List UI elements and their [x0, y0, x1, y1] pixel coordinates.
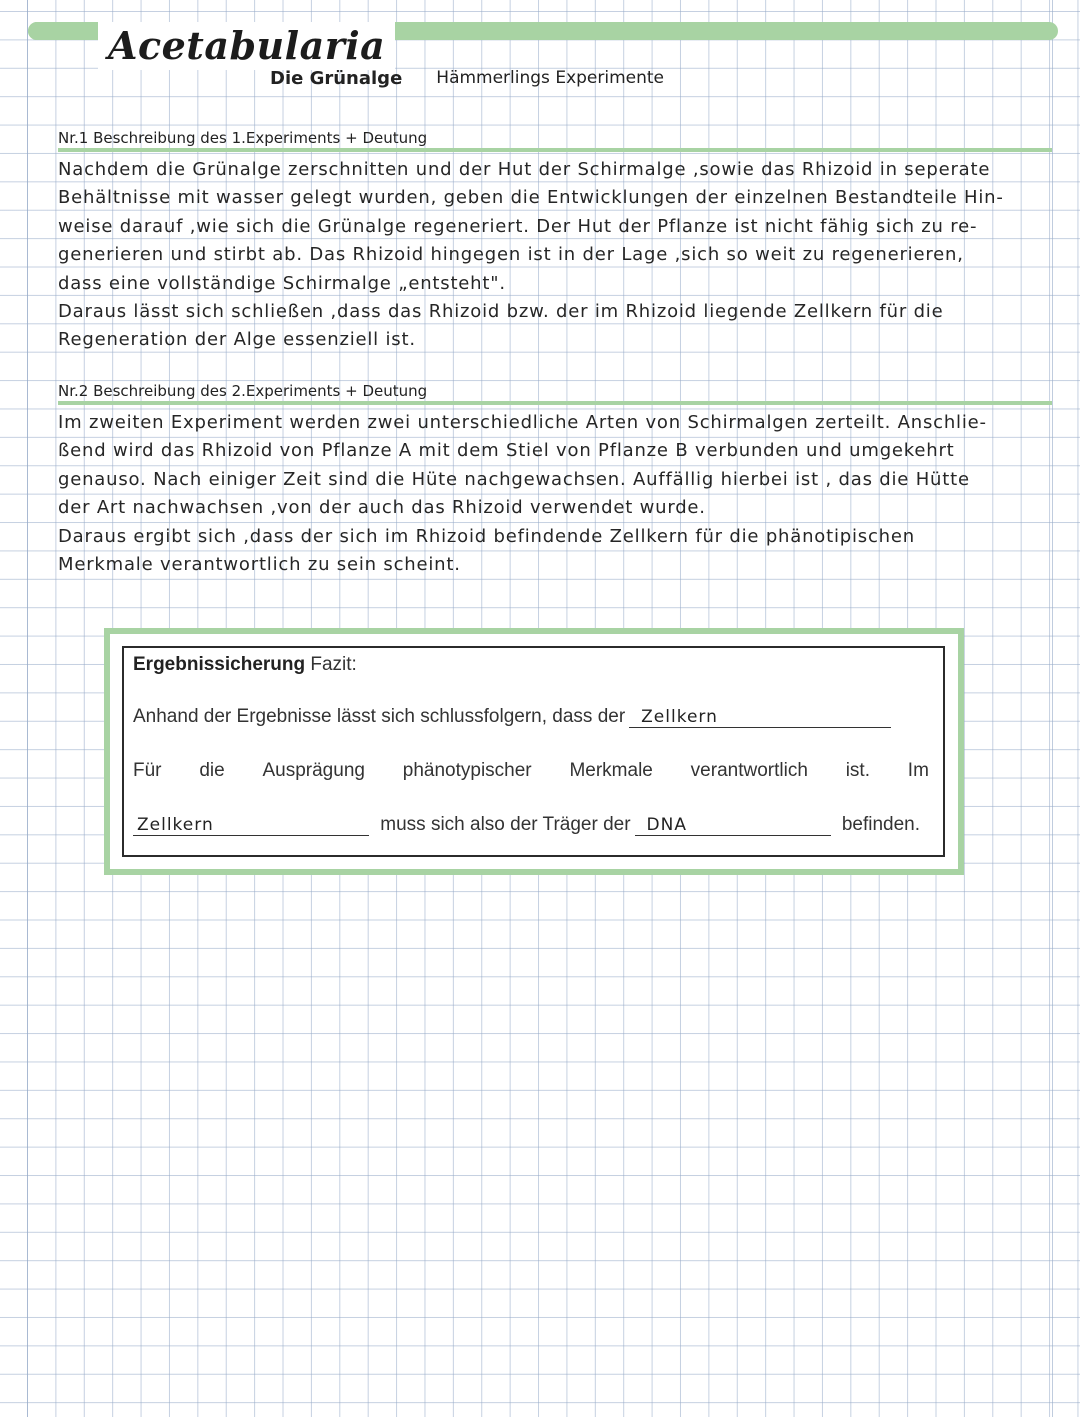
result-word: Für: [133, 760, 162, 781]
text-line: Behältnisse mit wasser gelegt wurden, geben die Entwicklungen der einzelnen Bestandteile Hin-: [58, 187, 1004, 209]
result-box: [104, 628, 964, 875]
section-body: [58, 156, 1052, 355]
text-line: Nachdem die Grünalge zerschnitten und der Hut der Schirmalge ,sowie das Rhizoid in seperate: [58, 159, 991, 180]
text-line: Merkmale verantwortlich zu sein scheint.: [58, 554, 461, 576]
result-word: phänotypischer: [402, 760, 532, 781]
section-heading: Nr.2 Beschreibung des 2.Experiments + Deutung: [58, 382, 428, 400]
result-line-1: [133, 706, 929, 728]
fill-in-blank: Zellkern: [133, 815, 369, 836]
title-banner: [28, 18, 1058, 68]
result-title-rest: Fazit:: [305, 654, 357, 675]
text-line: ßend wird das Rhizoid von Pflanze A mit dem Stiel von Pflanze B verbunden und umgekehrt: [58, 440, 955, 462]
result-line-2: [133, 760, 929, 782]
section-body: [58, 409, 1052, 579]
section-rule: [58, 148, 1052, 152]
text-line: weise darauf ,wie sich die Grünalge regeneriert. Der Hut der Pflanze ist nicht fähig sich zu re-: [58, 215, 978, 237]
result-title-bold: Ergebnissicherung: [133, 654, 306, 675]
result-word: Merkmale: [569, 760, 653, 781]
result-line-text: muss sich also der Träger der: [380, 814, 631, 835]
text-line: Im zweiten Experiment werden zwei unterschiedliche Arten von Schirmalgen zerteilt. Anschlie-: [58, 412, 987, 433]
result-box-title: [133, 654, 357, 676]
result-box-inner: [122, 646, 945, 857]
result-word: verantwortlich: [690, 760, 808, 781]
section-experiment-1: [58, 128, 1052, 355]
section-rule: [58, 401, 1052, 405]
title-highlight-dot: [28, 22, 66, 40]
result-word: die: [199, 760, 225, 781]
fill-in-blank: DNA: [635, 815, 831, 836]
text-line: dass eine vollständige Schirmalge „entsteht".: [58, 272, 506, 294]
text-line: genauso. Nach einiger Zeit sind die Hüte nachgewachsen. Auffällig hierbei ist , das die Hütte: [58, 468, 970, 490]
subtitle-row: [270, 64, 664, 92]
page-title: Acetabularia: [98, 22, 395, 70]
text-line: generieren und stirbt ab. Das Rhizoid hingegen ist in der Lage ,sich so weit zu regenerieren,: [58, 244, 964, 266]
result-word: Im: [907, 760, 929, 781]
section-heading: Nr.1 Beschreibung des 1.Experiments + Deutung: [58, 129, 428, 147]
subtitle-main: Die Grünalge: [270, 67, 403, 89]
section-experiment-2: [58, 381, 1052, 579]
text-line: Regeneration der Alge essenziell ist.: [58, 329, 416, 351]
text-line: Daraus ergibt sich ,dass der sich im Rhizoid befindende Zellkern für die phänotipischen: [58, 525, 915, 547]
subtitle-side: Hämmerlings Experimente: [436, 68, 665, 88]
result-word: ist.: [845, 760, 870, 781]
text-line: der Art nachwachsen ,von der auch das Rhizoid verwendet wurde.: [58, 497, 706, 519]
fill-in-blank: Zellkern: [629, 707, 891, 728]
text-line: Daraus lässt sich schließen ,dass das Rhizoid bzw. der im Rhizoid liegende Zellkern für die: [58, 301, 944, 323]
result-word: Ausprägung: [262, 760, 365, 781]
result-line-text: befinden.: [841, 814, 921, 835]
result-line-3: [133, 814, 929, 836]
result-line-text: Anhand der Ergebnisse lässt sich schlussfolgern, dass der: [133, 706, 626, 727]
